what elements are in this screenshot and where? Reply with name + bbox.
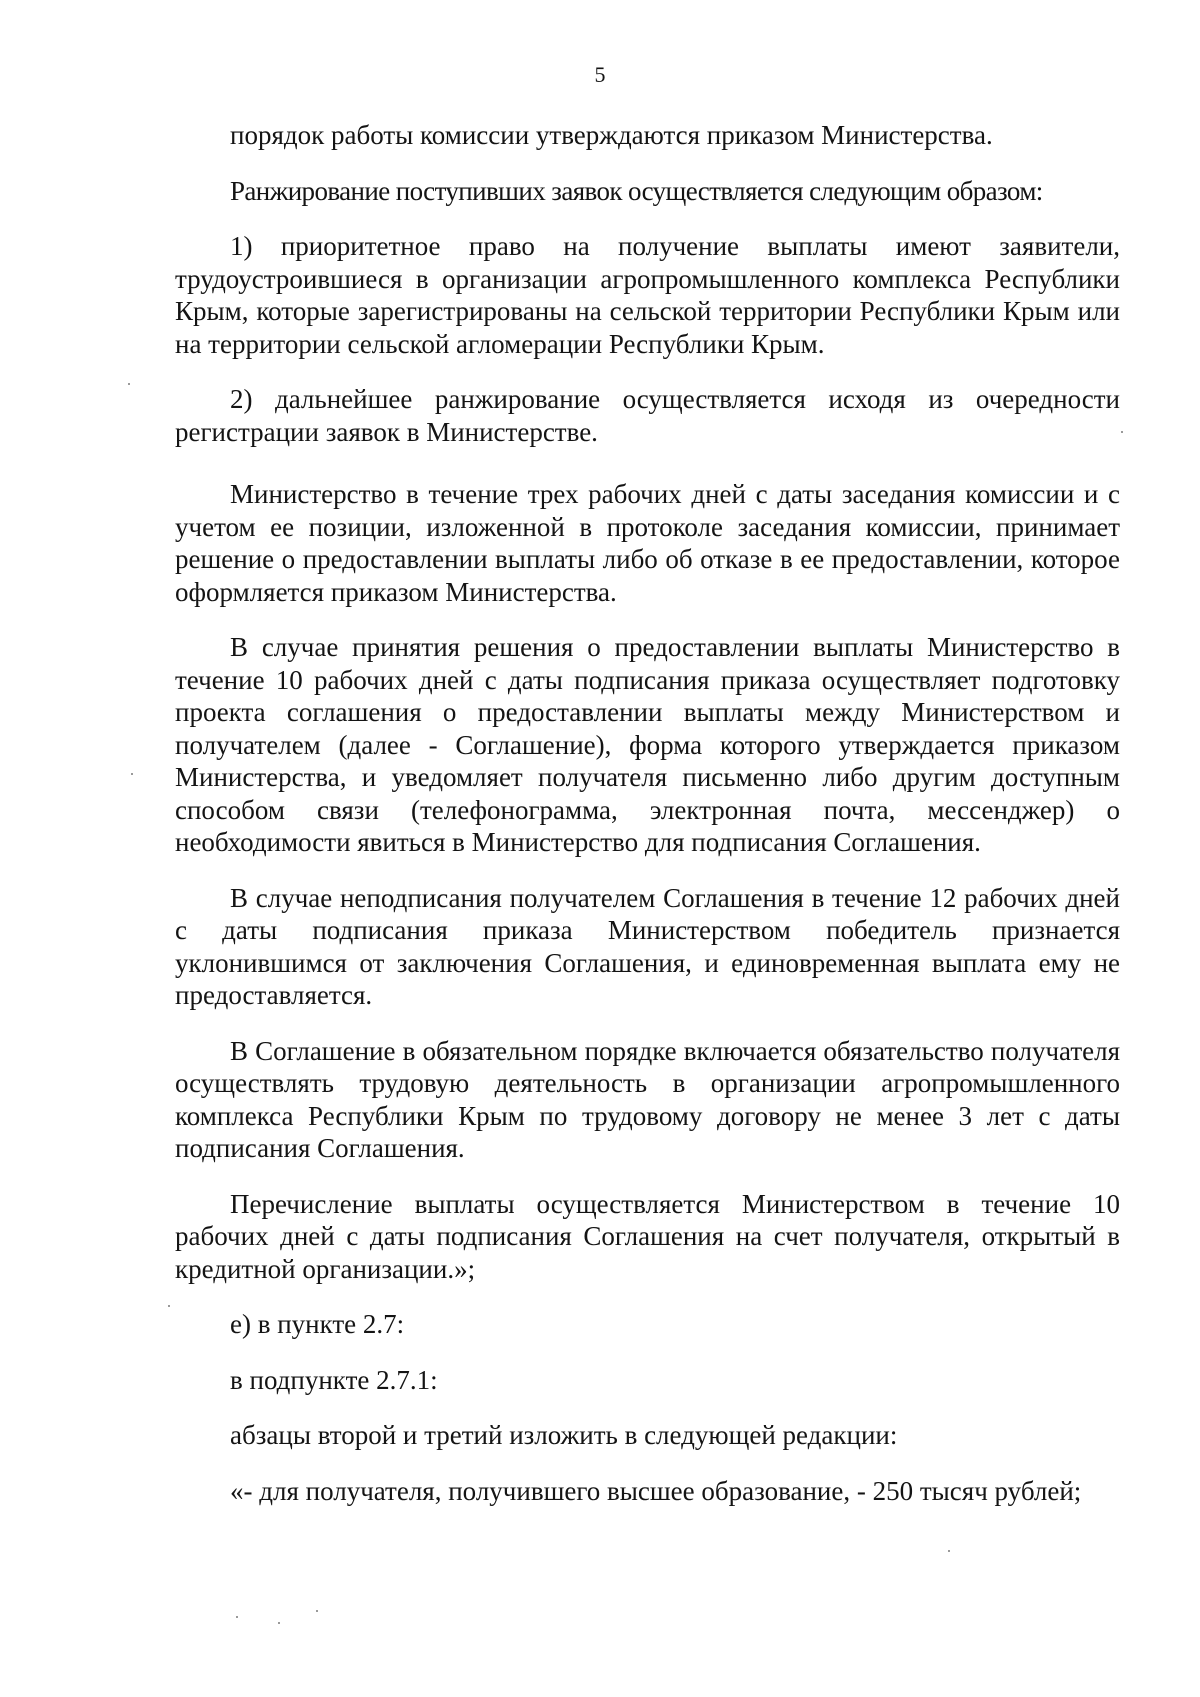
paragraph: Перечисление выплаты осуществляется Министерством в течение 10 рабочих дней с даты подписания Соглашения на счет получателя, открытый в кредитной организации.»; xyxy=(175,1188,1120,1284)
scan-speck xyxy=(131,773,133,775)
paragraph: 2) дальнейшее ранжирование осуществляется исходя из очередности регистрации заявок в Министерстве. xyxy=(175,384,1120,447)
scan-speck xyxy=(128,383,130,385)
paragraph: в подпункте 2.7.1: xyxy=(230,1364,438,1395)
document-body xyxy=(175,119,1120,1507)
paragraph: Ранжирование поступивших заявок осуществляется следующим образом: xyxy=(230,175,1043,206)
paragraph: 1) приоритетное право на получение выплаты имеют заявители, трудоустроившиеся в организации агропромышленного комплекса Республики Крым, которые зарегистрированы на сельской территории Республики Крым или на территории сельской агломерации Республики Крым. xyxy=(175,231,1120,359)
scan-speck xyxy=(948,1550,950,1552)
scan-speck xyxy=(316,1610,318,1612)
paragraph: порядок работы комиссии утверждаются приказом Министерства. xyxy=(230,120,993,150)
paragraph: В случае неподписания получателем Соглашения в течение 12 рабочих дней с даты подписания приказа Министерством победитель признается уклонившимся от заключения Соглашения, и единовременная выплата ему не предоставляется. xyxy=(175,882,1120,1010)
paragraph: абзацы второй и третий изложить в следующей редакции: xyxy=(230,1420,898,1450)
paragraph: «- для получателя, получившего высшее образование, - 250 тысяч рублей; xyxy=(230,1475,1082,1506)
scan-speck xyxy=(168,1305,170,1307)
page-number: 5 xyxy=(594,62,606,87)
scan-speck xyxy=(1121,431,1123,433)
scan-speck xyxy=(278,1622,280,1624)
paragraph: В случае принятия решения о предоставлении выплаты Министерство в течение 10 рабочих дней с даты подписания приказа осуществляет подготовку проекта соглашения о предоставлении выплаты между Министерством и получателем (далее - Соглашение), форма которого утверждается приказом Министерства, и уведомляет получателя письменно либо другим доступным способом связи (телефонограмма, электронная почта, мессенджер) о необходимости явиться в Министерство для подписания Соглашения. xyxy=(175,632,1120,857)
scan-speck xyxy=(236,1616,238,1618)
paragraph: В Соглашение в обязательном порядке включается обязательство получателя осуществлять трудовую деятельность в организации агропромышленного комплекса Республики Крым по трудовому договору не менее 3 лет с даты подписания Соглашения. xyxy=(175,1035,1120,1163)
paragraph: Министерство в течение трех рабочих дней с даты заседания комиссии и с учетом ее позиции, изложенной в протоколе заседания комиссии, принимает решение о предоставлении выплаты либо об отказе в ее предоставлении, которое оформляется приказом Министерства. xyxy=(175,479,1120,607)
paragraph: е) в пункте 2.7: xyxy=(230,1309,405,1339)
